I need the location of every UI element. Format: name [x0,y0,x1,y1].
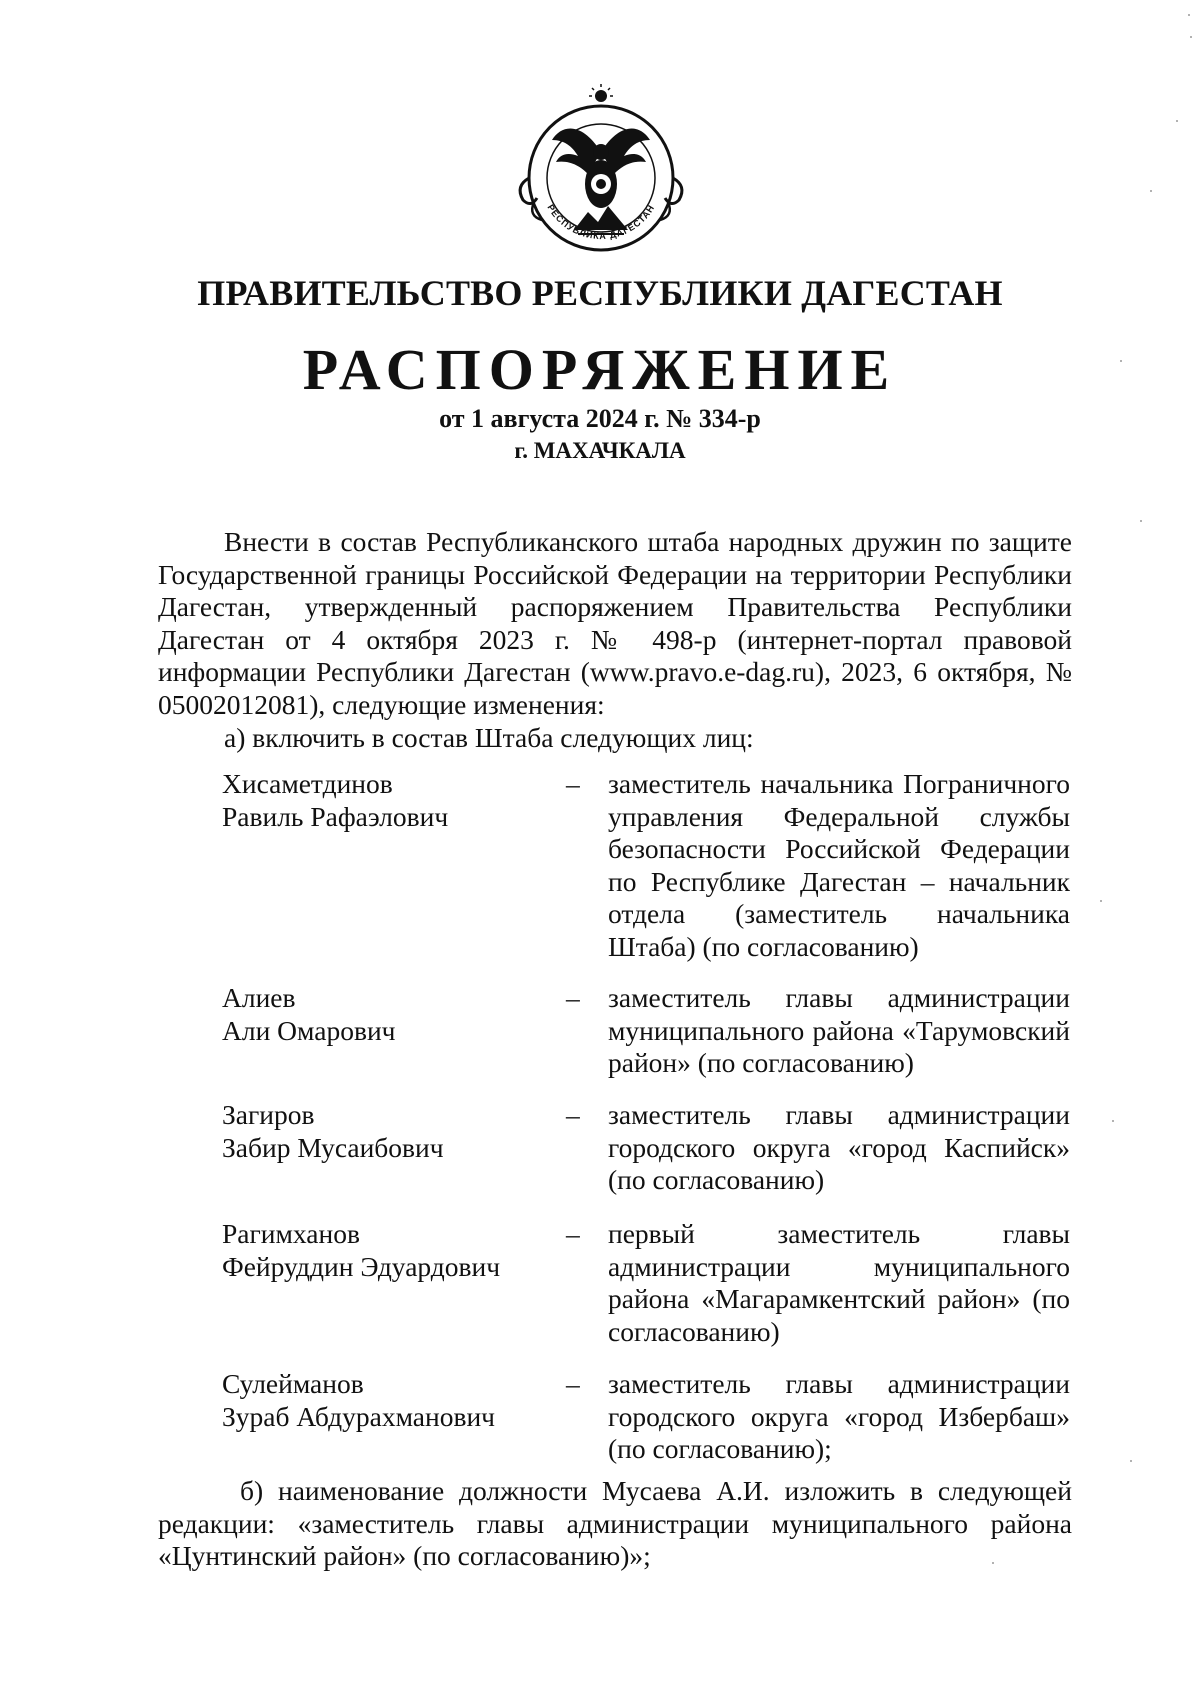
document-date-number: от 1 августа 2024 г. № 334-р [439,404,761,433]
member-name [222,982,542,1047]
government-title: ПРАВИТЕЛЬСТВО РЕСПУБЛИКИ ДАГЕСТАН [197,273,1003,313]
member-name [222,1218,542,1283]
member-name [222,1099,542,1164]
member-position: заместитель главы администрации городского округа «город Каспийск» (по согласованию) [608,1099,1070,1195]
member-surname: Рагимханов [222,1218,360,1249]
dagestan-coat-of-arms-icon [512,82,690,260]
document-type: РАСПОРЯЖЕНИЕ [302,337,898,402]
member-given-name: Равиль Рафаэлович [222,800,449,832]
member-dash: – [566,768,580,799]
member-position: заместитель главы администрации городского округа «город Избербаш» (по согласованию); [608,1368,1070,1464]
member-given-name: Фейруддин Эдуардович [222,1250,501,1282]
member-position: первый заместитель главы администрации муниципального района «Магарамкентский район» (по согласованию) [608,1218,1070,1347]
document-city: г. МАХАЧКАЛА [514,438,686,463]
member-surname: Загиров [222,1099,315,1130]
member-position: заместитель главы администрации муниципального района «Тарумовский район» (по согласованию) [608,982,1070,1078]
member-surname: Сулейманов [222,1368,364,1399]
member-given-name: Забир Мусаибович [222,1131,444,1163]
item-a-paragraph: а) включить в состав Штаба следующих лиц: [224,722,754,753]
member-given-name: Зураб Абдурахманович [222,1400,495,1432]
member-dash: – [566,1099,580,1130]
emblem-ring-text: РЕСПУБЛИКА ДАГЕСТАН [545,202,657,242]
member-dash: – [566,1218,580,1249]
member-dash: – [566,1368,580,1399]
member-surname: Алиев [222,982,296,1013]
member-surname: Хисаметдинов [222,768,393,799]
member-name [222,1368,542,1433]
member-name [222,768,542,833]
member-dash: – [566,982,580,1013]
intro-paragraph: Внести в состав Республиканского штаба народных дружин по защите Государственной границы Российской Федерации на территории Республики Дагестан, утвержденный распоряжением Правительства Республики Дагестан от 4 октября 2023 г. № 498-р (интернет-портал правовой информации Республики Дагестан (www.pravo.e-dag.ru), 2023, 6 октября, № 05002012081), следующие изменения: [158,526,1072,720]
coat-of-arms [512,82,690,260]
member-given-name: Али Омарович [222,1014,396,1046]
member-position: заместитель начальника Пограничного управления Федеральной службы безопасности Российской Федерации по Республике Дагестан – начальник отдела (заместитель начальника Штаба) (по согласованию) [608,768,1070,962]
item-b-paragraph: б) наименование должности Мусаева А.И. изложить в следующей редакции: «заместитель главы администрации муниципального района «Цунтинский район» (по согласованию)»; [158,1475,1072,1571]
